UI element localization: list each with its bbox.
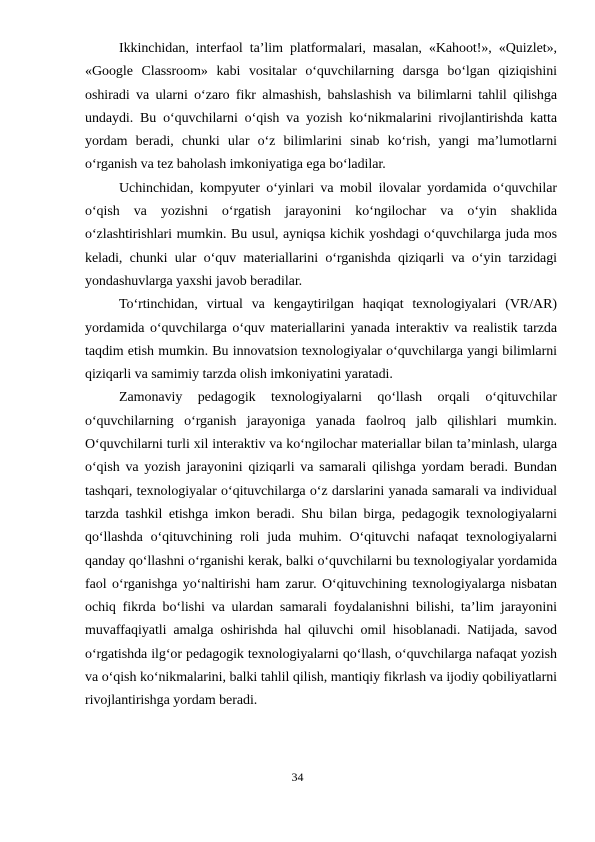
paragraph-computer-games: Uchinchidan, kompyuter o‘yinlari va mobil ilovalar yordamida o‘quvchilar o‘qish va yozishni o‘rgatish jarayonini ko‘ngilochar va o‘yin shaklida o‘zlashtirishlari mumkin. Bu usul, ayniqsa kichik yoshdagi o‘quvchilarga juda mos keladi, chunki ular o‘quv materiallarini o‘rganishda qiziqarli va o‘yin tarzidagi yondashuvlarga yaxshi javob beradilar. bbox=[85, 180, 557, 289]
paragraph-interactive-platforms: Ikkinchidan, interfaol ta’lim platformalari, masalan, «Kahoot!», «Quizlet», «Google Classroom» kabi vositalar o‘quvchilarning darsga bo‘lgan qiziqishini oshiradi va ularni o‘zaro fikr almashish, bahslashish va bilimlarni tahlil qilishga undaydi. Bu o‘quvchilarni o‘qish va yozish ko‘nikmalarini rivojlantirishda katta yordam beradi, chunki ular o‘z bilimlarini sinab ko‘rish, yangi ma’lumotlarni o‘rganish va tez baholash imkoniyatiga ega bo‘ladilar. bbox=[85, 41, 557, 173]
paragraph-modern-pedagogy: Zamonaviy pedagogik texnologiyalarni qo‘llash orqali o‘qituvchilar o‘quvchilarning o‘rganish jarayoniga yanada faolroq jalb qilishlari mumkin. O‘quvchilarni turli xil interaktiv va ko‘ngilochar materiallar bilan ta’minlash, ularga o‘qish va yozish jarayonini qiziqarli va samarali qilishga yordam beradi. Bundan tashqari, texnologiyalar o‘qituvchilarga o‘z darslarini yanada samarali va individual tarzda tashkil etishga imkon beradi. Shu bilan birga, pedagogik texnologiyalarni qo‘llashda o‘qituvchining roli juda muhim. O‘qituvchi nafaqat texnologiyalarni qanday qo‘llashni o‘rganishi kerak, balki o‘quvchilarni bu texnologiyalar yordamida faol o‘rganishga yo‘naltirishi ham zarur. O‘qituvchining texnologiyalarga nisbatan ochiq fikrda bo‘lishi va ulardan samarali foydalanishni bilishi, ta’lim jarayonini muvaffaqiyatli amalga oshirishda hal qiluvchi omil hisoblanadi. Natijada, savod o‘rgatishda ilg‘or pedagogik texnologiyalarni qo‘llash, o‘quvchilarga nafaqat yozish va o‘qish ko‘nikmalarini, balki tahlil qilish, mantiqiy fikrlash va ijodiy qobiliyatlarni rivojlantirishga yordam beradi. bbox=[85, 390, 557, 709]
document-page bbox=[85, 37, 557, 713]
page-number: 34 bbox=[291, 770, 304, 784]
paragraph-vr-ar: To‘rtinchidan, virtual va kengaytirilgan haqiqat texnologiyalari (VR/AR) yordamida o‘quvchilarga o‘quv materiallarini yanada interaktiv va realistik tarzda taqdim etish mumkin. Bu innovatsion texnologiyalar o‘quvchilarga yangi bilimlarni qiziqarli va samimiy tarzda olish imkoniyatini yaratadi. bbox=[85, 297, 557, 383]
